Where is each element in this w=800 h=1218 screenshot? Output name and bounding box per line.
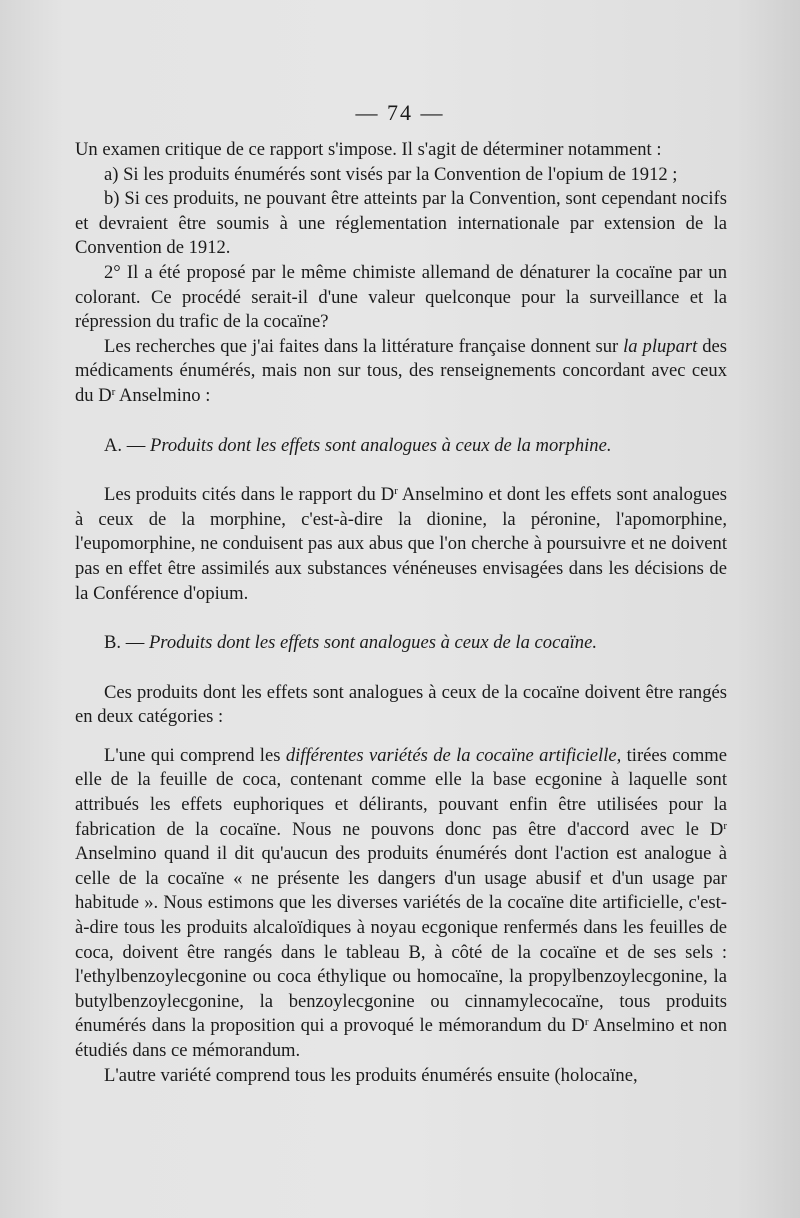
text-run: Les produits cités dans le rapport du D (104, 484, 395, 506)
section-title: Produits dont les effets sont analogues à ceux de la cocaïne. (148, 632, 598, 654)
section-label: A. — (104, 434, 150, 456)
item-a: a) Si les produits énumérés sont visés par la Convention de l'opium de 1912 ; (104, 163, 678, 185)
superscript: r (394, 485, 398, 498)
text-run: Anselmino : (115, 384, 211, 406)
item-b: b) Si ces produits, ne pouvant être atteints par la Convention, sont cependant nocifs et devraient être soumis à une réglementation internationale par extension de la Convention de 1912. (75, 188, 727, 259)
text-run: Anselmino et non étudiés dans ce mémorandum. (75, 1015, 727, 1061)
document-body (75, 138, 727, 1088)
italic-run: la plupart (623, 335, 698, 357)
text-run: Les recherches que j'ai faites dans la littérature française donnent sur (104, 335, 624, 357)
intro-paragraph: Un examen critique de ce rapport s'impose. Il s'agit de déterminer notamment : (75, 139, 662, 160)
section-a-paragraph (75, 483, 727, 606)
italic-run: différentes variétés de la cocaïne artificielle, (285, 744, 622, 766)
text-run: Anselmino et dont les effets sont analogues à ceux de la morphine, c'est-à-dire la dionine, la péronine, l'apomorphine, l'eupomorphine, ne conduisent pas aux abus que l'on cherche à poursuivre et ne doivent pas en effet être assimilés aux substances vénéneuses envisagées dans les décisions de la Conférence d'opium. (75, 484, 727, 604)
section-b-heading (75, 631, 727, 656)
superscript: r (111, 385, 116, 398)
section-label: B. — (104, 632, 149, 654)
text-run: tirées comme elle de la feuille de coca, contenant comme elle la base ecgonine à laquelle sont attribués les effets euphoriques et délirants, pouvant enfin être utilisées pour la fabrication de la cocaïne. Nous ne pouvons donc pas être d'accord avec le D (75, 744, 728, 840)
text-run: Anselmino quand il dit qu'aucun des produits énumérés dont l'action est analogue à celle de la cocaïne « ne présente les dangers d'un usage abusif et d'un usage par habitude ». Nous estimons que les diverses variétés de la cocaïne dite artificielle, c'est-à-dire tous les produits alcaloïdiques à noyau ecgonique renfermés dans les feuilles de coca, doivent être rangés dans le tableau B, à côté de la cocaïne et de ses sels : l'ethylbenzoylecgonine ou coca éthylique ou homocaïne, la propylbenzoylecgonine, la butylbenzoylecgonine, la benzoylecgonine ou cinnamylecocaïne, tous produits énumérés dans la proposition qui a provoqué le mémorandum du D (75, 843, 727, 1037)
section-b-paragraph-2 (75, 744, 727, 1064)
section-a-heading (75, 434, 727, 459)
section-b-paragraph-1: Ces produits dont les effets sont analogues à ceux de la cocaïne doivent être rangés en deux catégories : (75, 681, 727, 728)
text-run: des médicaments énumérés, mais non sur tous, des renseignements concordant avec ceux du D (75, 335, 727, 406)
research-paragraph (75, 335, 727, 409)
section-title: Produits dont les effets sont analogues à ceux de la morphine. (149, 434, 612, 456)
section-b-paragraph-3: L'autre variété comprend tous les produits énumérés ensuite (holocaïne, (104, 1064, 638, 1086)
text-run: L'une qui comprend les (104, 744, 286, 766)
superscript: r (723, 819, 727, 832)
page-number: — 74 — (355, 100, 445, 125)
item-2: 2° Il a été proposé par le même chimiste allemand de dénaturer la cocaïne par un colorant. Ce procédé serait-il d'une valeur quelconque pour la surveillance et la répression du trafic de la cocaïne? (75, 261, 727, 333)
superscript: r (584, 1016, 589, 1029)
